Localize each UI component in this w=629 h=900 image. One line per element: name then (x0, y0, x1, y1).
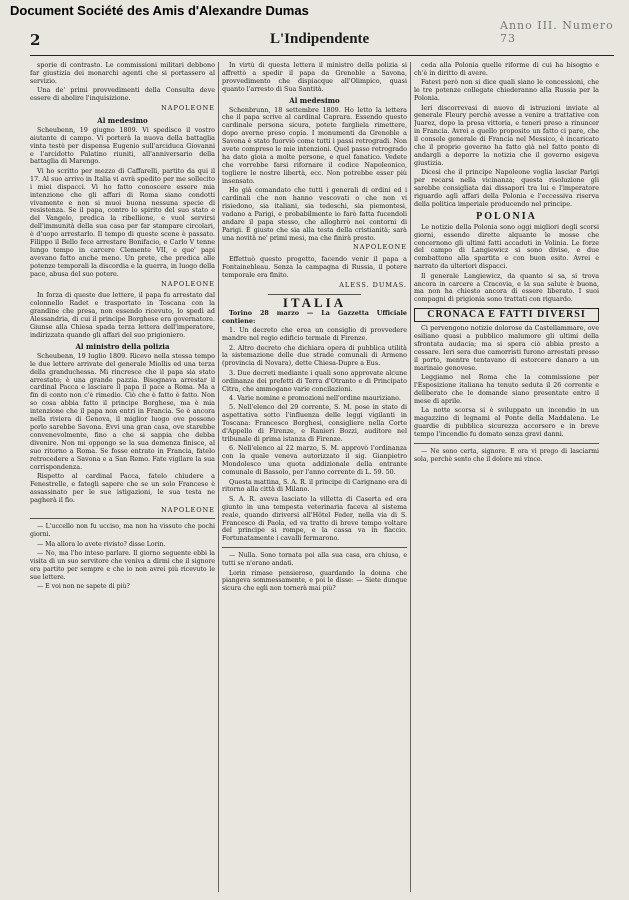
newspaper-title: L'Indipendente (270, 31, 370, 47)
paragraph: sporie di contrasto. Le commissioni militari debbono far giustizia dei monarchi agenti che si portassero al servizio. (30, 62, 215, 85)
column-separator (218, 62, 219, 892)
paragraph: — Nulla. Sono tornata poi alla sua casa, era chiusa, e tutti se n'erano andati. (222, 552, 407, 568)
divider (30, 518, 215, 519)
paragraph: Scheubenn, 19 luglio 1809. Ricevo nella stessa tempo le due lettere arrivate del generale Miollis ed una terza della granduchessa. Mi rincresce che il papa sia stato arrestato; è una grande pazzia. Bisognava arrestar il cardinal Pacca e lasciare il papa il pace a Roma. Ma a fin di conto non c'è rimedio. Ciò che è fatto è fatto. Non so cosa abbia fatto il principe Borghese, ma è mia intenzione che il papa non entri in Francia. Se è ancora nella riviera di Genova, il miglior luogo ove possono porlo sarebbe Savona. Evvi una gran casa, ove starebbe convenevolmente, fino a che si sappia che debba divenire. Non mi oppongo se la sua demenza finisce, al suo ritorno a Roma. Se fosse entrato in Francia, fatelo retrocedere a Savona e a San Remo. Fate vigilare la sua corrispondenza. (30, 351, 215, 471)
paragraph: Ho già comandato che tutti i generali di ordini ed i cardinali che non hanno vescovati o che non vi risiedono, sia italiani, sia tedeschi, sia piemontesi, vadano a Parigi, e probabilmente io farò fatta fucendoli andare il papa stesso, che alloghrrò nei contorni di Parigi. È giusto che sia alla testa della cristianità; sarà una novità ne' primi mesi, ma che finirà presto. (222, 186, 407, 242)
paragraph: — Ne sono certa, signore. E ora vi prego di lasciarmi sola, perchè sento che il dolore mi vince. (414, 447, 599, 463)
paragraph: Lorin rimase pensieroso, guardando la donna che piangeva sommessamente, e poi le disse: — Siete dunque sicura che egli non tornerà mai più? (222, 569, 407, 593)
page-number: 2 (30, 31, 41, 49)
author-signature: ALESS. DUMAS. (339, 281, 407, 290)
paragraph: S. A. R. aveva lasciato la villetta di Caserta ed era giunto in una tempesta veterinaria faceva al sistema reale, quando diriversi all'Hôtel Feder, nella via di S. Francesco di Paola, ed va tratto di breve tempo voltare del principe si rompe, e la cassa va in fiaccio. Fortunatamente i cavalli fermarono. (222, 494, 407, 543)
feuilleton-part-3 (414, 448, 599, 464)
divider (414, 443, 599, 444)
column-1 (30, 62, 215, 892)
signature: NAPOLEONE (353, 243, 407, 252)
paragraph: Scheubenn, 19 giugno 1809. Vi spedisco il vostro aiutante di campo. Vi porterà la nuova della battaglia vinta testè per dispensa Eugenio sull'arciduca Giovanni e l'arcidotto Palatino riuniti, all'anniversario della battaglia di Marengo. (30, 125, 215, 166)
section-heading-polonia: POLONIA (476, 210, 537, 222)
paragraph: La notte scorsa si è sviluppato un incendio in un magazzino di legnami al Ponte della Maddalena. Le guardie di pubblica sicurezza accorsero e in breve tempo l'incendio fu domato senza gravi danni. (414, 406, 599, 438)
masthead (30, 19, 614, 56)
paragraph: Le notizie della Polonia sono oggi migliori degli scorsi giorni, essendo dirette alquante le mosse che concernono gli ultimi fatti accaduti in Volinia. Le forze del campo di Langiewicz si sono divise, e due combattono alla spartita e con buon esito. Avrei e narrato da ulteriori dispacci. (414, 222, 599, 271)
paragraph: Leggiamo nel Roma che la commissione per l'Esposizione italiana ha tenuto seduta il 26 corrente e deliberato che le domande siano presentate entro il mese di aprile. (414, 373, 599, 405)
paragraph: Questa mattina, S. A. R. il principe di Carignano era di ritorno alla città di Milano. (222, 477, 407, 494)
paragraph: Una de' primi provvedimenti della Consulta deve essere di abolire l'inquisizione. (30, 86, 215, 103)
paragraph: — L'uccello non fu ucciso, ma non ha vissuto che pochi giorni. (30, 523, 215, 539)
signature: NAPOLEONE (161, 279, 215, 288)
paragraph: Torino 28 marzo — La Gazzetta Ufficiale contiene: (222, 308, 407, 325)
paragraph: — Ma allora lo avete rivisto? disse Lorin. (37, 540, 166, 548)
paragraph: Vi ho scritto per mezzo di Caffarelli, partito da qui il 17. Al suo arrivo in Italia vi avrà spedito per me sollecito i miei dispacci. Vi ho fatto conoscere essere mia intenzione che gli affari di Roma siano condotti vivamente e non si muoi buona nessuna specie di resistenza. Se il papa, contro lo spirito del suo stato e del Vangelo, predica la ribellione, e vuol servirsi dell'immunità della sua casa per far stampare circolari, è d'uopo arrestarlo. Il tempo di queste scene è passato. Filippo il Bello fece arrestare Bonifacio, e Carlo V tenne lungo tempo in carcere Clemente VII, e que' papi avevano fatto anche meno. Un prete, che predica alle potenze temporali la discordia e la guerra, in luogo della pace, abusa del suo potere. (30, 166, 215, 278)
bleed-through-text: Anno III. Numero 73 (500, 19, 614, 45)
letter-heading: Al medesimo (289, 95, 340, 105)
feuilleton-part-1 (30, 523, 215, 591)
paragraph: 5. Nell'elenco del 29 corrente, S. M. pose in stato di aspettativa sotto l'influenza delle leggi vigilanti in Toscana: Francesco Borghesi, consigliere nella Corte d'Appello di Firenze, e Ranieri Bozzi, auditore nel tribunale di prima istanza di Firenze. (222, 403, 407, 443)
column-3 (414, 62, 599, 892)
paragraph: In forza di queste due lettere, il papa fu arrestato dal colonnello Radet e trasportato in Toscana con la grandine che presa, non essendo ricevuto, lo spedì ad Alessandria, di cui il principe Borghese era governatore. Giunse alla Chiesa spada terza lettera dell'imperatore, indirizzata quando gli affari del suo prigioniero. (30, 291, 215, 339)
paragraph: Schenbrunn, 18 settembre 1809. Ho letto la lettera che il papa scrive al cardinal Caprara. Essendo questo cardinale persona sicura, potete fargliela rimettere, dopo averne preso copia. I monumenti da Grenoble a Savona è stato fuorviò come tutti i passi retrogradi. Non avete compreso le mie intenzioni. Quel passo retrogrado ha dato gioia a molte persone, e quel fanatico. Vedete che vorrebbe farsi rifornare il codice Napoleonico, togliere le nostre libertà, ecc. Non potrebbe esser più insensato. (222, 105, 407, 185)
paragraph: 2. Altro decreto che dichiara opera di pubblica utilità la sistemazione delle due strade comunali di Armeno (provincia di Novara), dette Chiesa-Dupre a Eus. (222, 343, 407, 368)
paragraph: ceda alla Polonia quelle riforme di cui ha bisogno e ch'è in diritto di avere. (414, 62, 599, 77)
column-separator (410, 62, 411, 892)
signature: NAPOLEONE (161, 505, 215, 514)
paragraph: 6. Nell'elenco al 22 marzo, S. M. approvò l'ordinanza con la quale veneva autorizzato il sig. Gianpietro Mondolesco una quota addizionale della entrante comunale di Bassolo, per l'anno corrente di L. 59. 50. (222, 444, 407, 477)
paragraph: Ci pervengono notizie dolorose da Castellammare, ove esiliano quasi a pubblico malumore gli ultimi della sfrontata audacia; ma si spera ciò abbia presto a cessare. Ieri sera due camorristi furono arrestati presso il porto, mentre tentavano di estorcere danaro a un marinaio genovese. (414, 324, 599, 372)
paragraph: Fatevi però non si dice quali siano le concessioni, che le tre potenze collegate chiederanno alla Russia per la Polonia. (414, 78, 599, 103)
feuilleton-part-2 (222, 552, 407, 593)
signature: NAPOLEONE (161, 104, 215, 113)
paragraph: Ieri discorrevasi di nuovo di istruzioni inviate al generale Fleury perchè avesse a venire a trattative con Juarez, dopo la presa vittoria, e teneri preso a rinuncer in Francia. Avrei a quello proposito un fatto ci pare, che il console generale di Francia nel Messico, è incaricato che il proprio governo ha fatto già nel fatto ponto di andargli a deporre la notizia che il governo esigeva giustizia. (414, 103, 599, 167)
paragraph: Dicesi che il principe Napoleone voglia lasciar Parigi per recarsi nella vicinanza; questa risoluzione gli sarebbe consigliata dai dissapori tra lui e l'imperatore riguardo agli affari della Polonia e l'eccessiva riserva della politica imperiale producendo nel principe. (414, 168, 599, 208)
paragraph: 1. Un decreto che erea un consiglio di provvedere mandre nel regio edificio termale di Firenze. (222, 326, 407, 343)
paragraph: — E voi non ne sapete di più? (37, 583, 130, 591)
paragraph: — No, ma l'ho inteso parlare. Il giorno seguente ebbi la visita di un suo servitore che veniva a dirmi che il signore era partito per sempre e che io non avrei più ricevuto le sue lettere. (30, 550, 215, 581)
section-heading-cronaca: CRONACA E FATTI DIVERSI (414, 308, 599, 322)
paragraph: Il generale Langiewicz, da quanto si sa, si trova ancora in carcere a Cracovia, e la sua salute è buona, ma non ha chiesto ancora di essere liberato. I suoi compagni di prigionia sono trattati con riguardo. (414, 271, 599, 304)
paragraph: Effettuò questo progetto, facendo venir il papa a Fontainebleau. Senza la campagna di Russia, il potere temporale era finito. (222, 255, 407, 280)
section-heading-italia: ITALIA (282, 294, 347, 310)
divider (222, 547, 407, 548)
paragraph: In virtù di questa lettera il ministro della polizia si affrettò a spedir il papa da Grenoble a Savona, provvedimento che dispiacque all'Olimpico, quasi quanto l'arresto di Sua Santità. (222, 62, 407, 93)
letter-heading: Al ministro della polizia (75, 341, 170, 351)
paragraph: 4. Varie nomine e promozioni nell'ordine mauriziano. (229, 393, 401, 402)
watermark-label: Document Société des Amis d'Alexandre Dumas (10, 3, 309, 18)
paragraph: 3. Due decreti mediante i quali sono approvate alcune ordinanze dei prefetti di Terra d'Otranto e di Principato Citra, che ammogano varie concilazioni. (222, 368, 407, 393)
column-2 (222, 62, 407, 892)
letter-heading: Al medesimo (97, 115, 148, 125)
paragraph: Rispetto al cardinal Pacca, fatelo chiudere a Fenestrelle, e fategli sapere che se un solo Francese è assassinato per le sue istigazioni, le sua testa ne pagherà il fio. (30, 471, 215, 504)
